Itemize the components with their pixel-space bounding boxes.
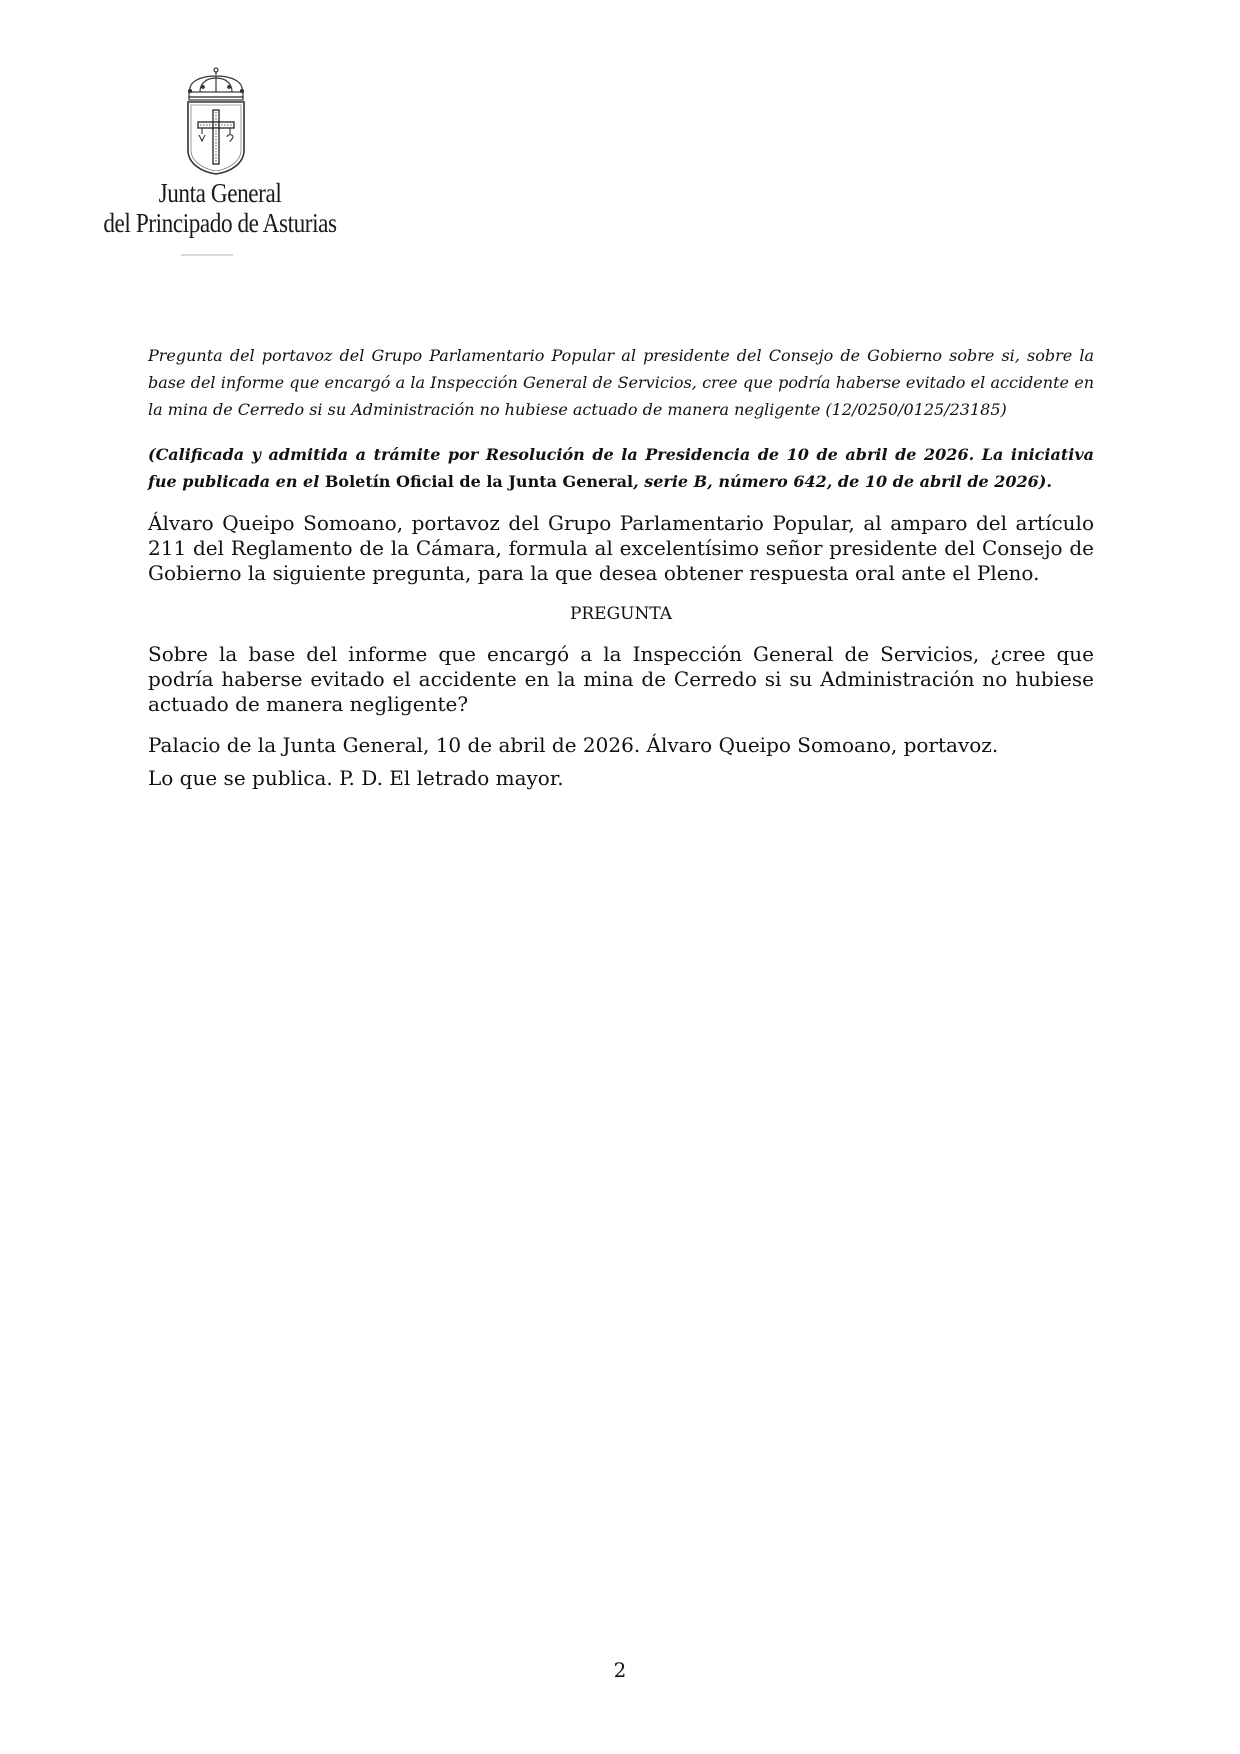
header-divider [181, 254, 233, 256]
intro-paragraph: Álvaro Queipo Somoano, portavoz del Grupo Parlamentario Popular, al amparo del artículo 211 del Reglamento de la Cámara, formula al excelentísimo señor presidente del Consejo de Gobierno la siguiente pregunta, para la que desea obtener respuesta oral ante el Pleno. [148, 511, 1094, 585]
qualification-note [148, 441, 1094, 495]
institution-line-1: Junta General [158, 178, 282, 208]
qualification-note-part-1: (Calificada y admitida a trámite por Resolución de la Presidencia de 10 de abril de 2026. La iniciativa fue publicada en el [148, 445, 1094, 491]
question-summary: Pregunta del portavoz del Grupo Parlamentario Popular al presidente del Consejo de Gobierno sobre si, sobre la base del informe que encargó a la Inspección General de Servicios, cree que podría haberse evitado el accidente en la mina de Cerredo si su Administración no hubiese actuado de manera negligente (12/0250/0125/23185) [148, 346, 1094, 419]
question-text: Sobre la base del informe que encargó a la Inspección General de Servicios, ¿cree que podría haberse evitado el accidente en la mina de Cerredo si su Administración no hubiese actuado de manera negligente? [148, 642, 1094, 716]
asturias-coat-of-arms-icon [178, 66, 254, 176]
institution-name [80, 178, 360, 238]
publication-line: Lo que se publica. P. D. El letrado mayor. [148, 766, 564, 790]
document-body [148, 342, 1094, 799]
qualification-note-part-2: , serie B, número 642, de 10 de abril de 2026). [633, 472, 1052, 491]
question-heading: PREGUNTA [569, 604, 673, 624]
signature-line: Palacio de la Junta General, 10 de abril de 2026. Álvaro Queipo Somoano, portavoz. [148, 733, 999, 757]
institution-line-2: del Principado de Asturias [103, 208, 337, 238]
page-number: 2 [613, 1658, 627, 1682]
bulletin-name: Boletín Oficial de la Junta General [324, 472, 634, 491]
